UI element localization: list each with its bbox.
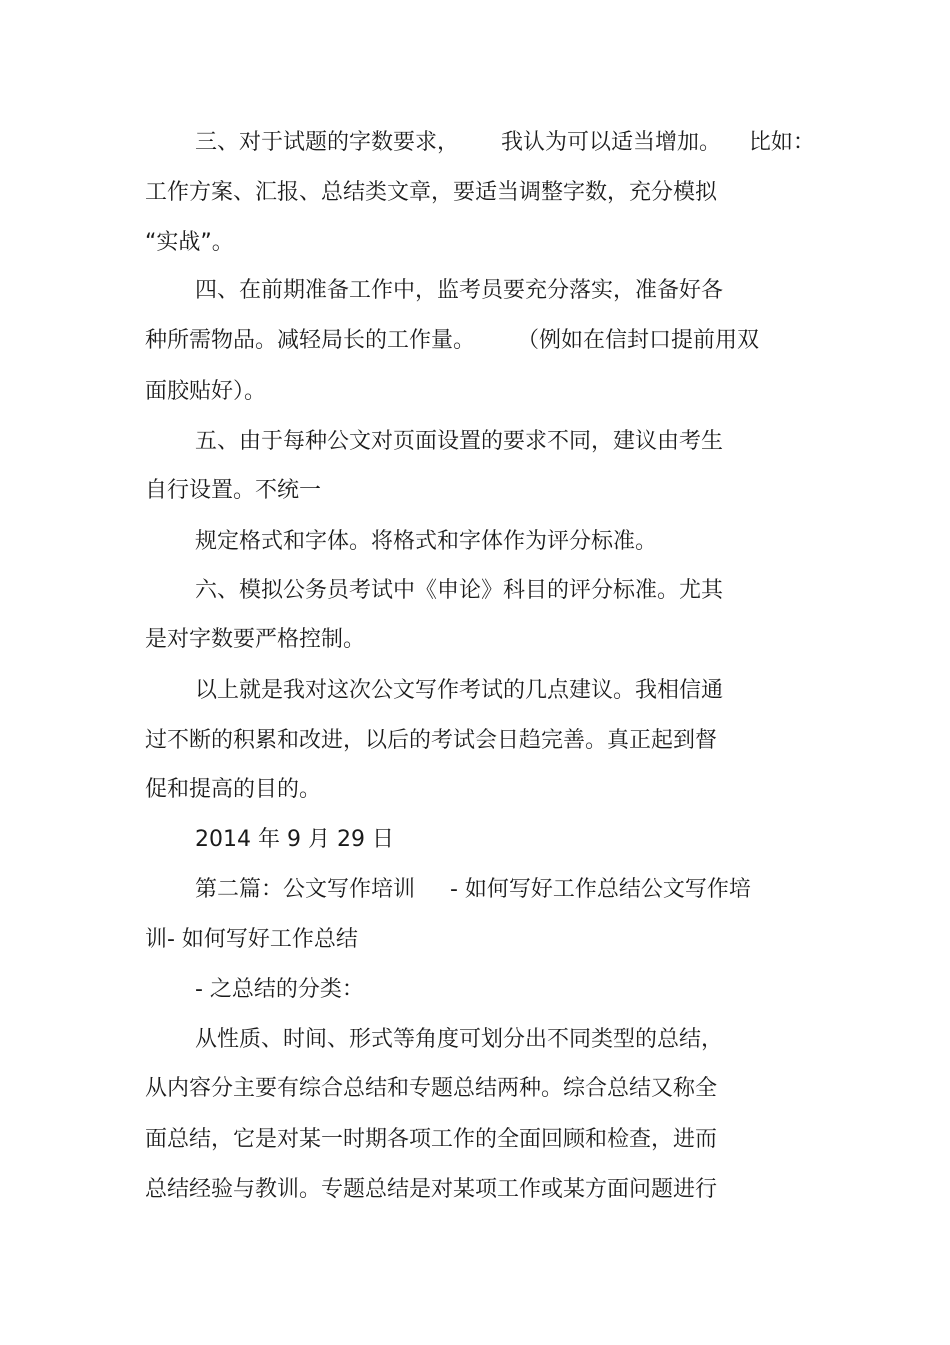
paragraph-3-line-2: 工作方案、汇报、总结类文章，要适当调整字数，充分模拟 bbox=[145, 180, 718, 205]
closing-paragraph-line-2: 过不断的积累和改进，以后的考试会日趋完善。真正起到督 bbox=[145, 728, 718, 753]
paragraph-5-line-1: 五、由于每种公文对页面设置的要求不同，建议由考生 bbox=[195, 429, 724, 454]
closing-paragraph-line-3: 促和提高的目的。 bbox=[145, 777, 322, 802]
body-paragraph-line-2: 从内容分主要有综合总结和专题总结两种。综合总结又称全 bbox=[145, 1076, 718, 1101]
body-paragraph-line-1: 从性质、时间、形式等角度可划分出不同类型的总结， bbox=[195, 1027, 724, 1052]
paragraph-3-line-1: 三、对于试题的字数要求， 我认为可以适当增加。 比如： bbox=[195, 130, 815, 155]
section-2-title-line-1: 第二篇：公文写作培训 - 如何写好工作总结公文写作培 bbox=[195, 877, 751, 902]
closing-paragraph-line-1: 以上就是我对这次公文写作考试的几点建议。我相信通 bbox=[195, 678, 724, 703]
paragraph-3-line-3: “实战”。 bbox=[145, 230, 234, 255]
body-paragraph-line-3: 面总结，它是对某一时期各项工作的全面回顾和检查，进而 bbox=[145, 1127, 718, 1152]
body-paragraph-line-4: 总结经验与教训。专题总结是对某项工作或某方面问题进行 bbox=[145, 1177, 718, 1202]
paragraph-5b-line-1: 规定格式和字体。将格式和字体作为评分标准。 bbox=[195, 529, 658, 554]
paragraph-5-line-2: 自行设置。不统一 bbox=[145, 478, 322, 503]
section-2-title-line-2: 训- 如何写好工作总结 bbox=[145, 927, 358, 952]
paragraph-4-line-2: 种所需物品。减轻局长的工作量。 （例如在信封口提前用双 bbox=[145, 328, 759, 353]
paragraph-6-line-1: 六、模拟公务员考试中《申论》科目的评分标准。尤其 bbox=[195, 578, 724, 603]
subheading-classification: - 之总结的分类： bbox=[195, 977, 364, 1002]
document-date: 2014 年 9 月 29 日 bbox=[195, 827, 394, 852]
paragraph-4-line-3: 面胶贴好）。 bbox=[145, 379, 267, 404]
paragraph-4-line-1: 四、在前期准备工作中，监考员要充分落实，准备好各 bbox=[195, 278, 724, 303]
paragraph-6-line-2: 是对字数要严格控制。 bbox=[145, 627, 366, 652]
